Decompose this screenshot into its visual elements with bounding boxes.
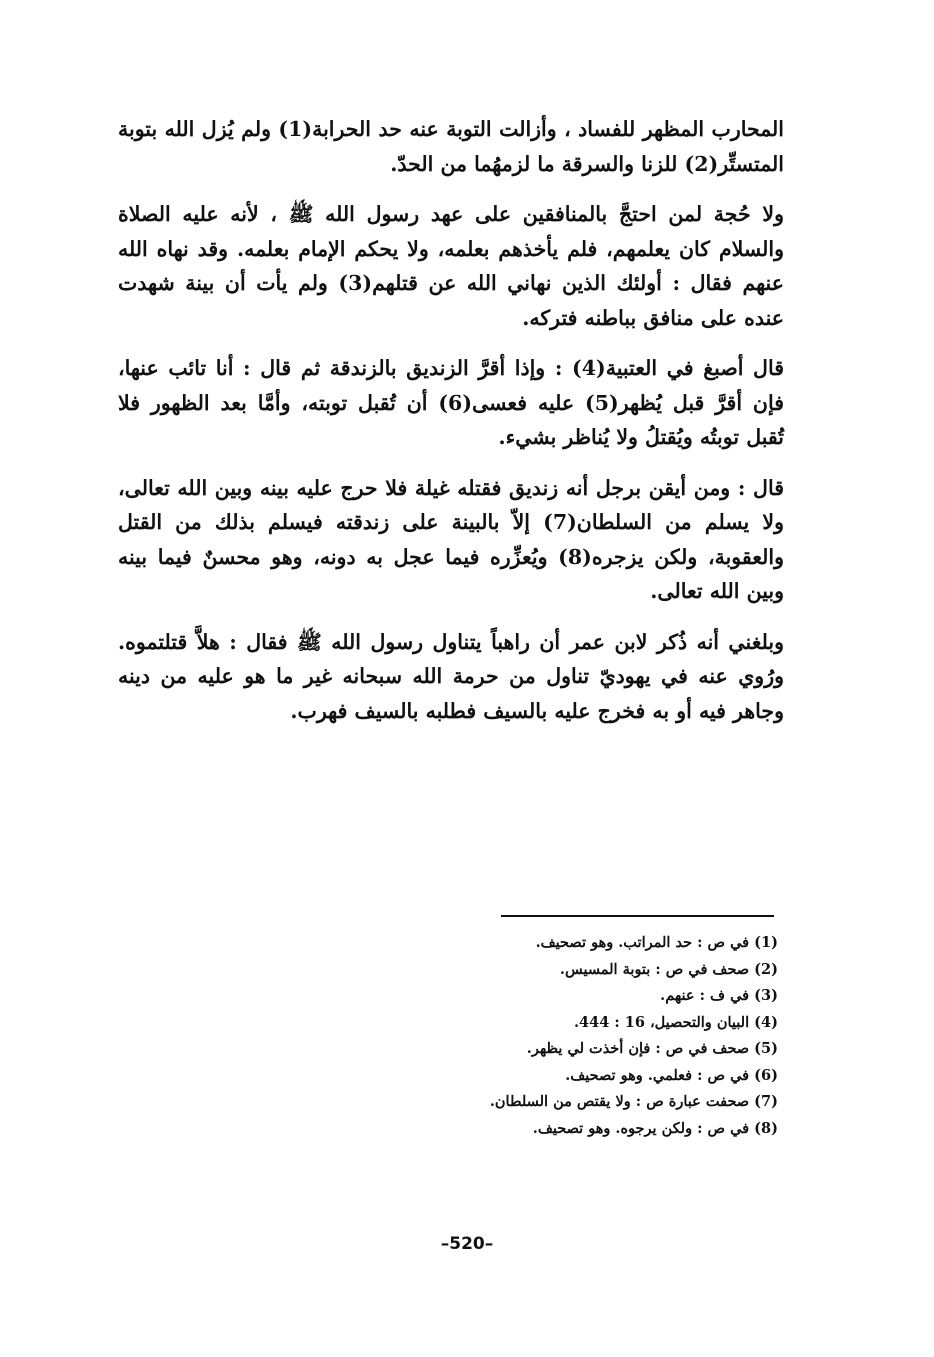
- page-number: –520–: [440, 1234, 494, 1254]
- footnotes: [300, 930, 778, 1142]
- paragraph: المحارب المظهر للفساد ، وأزالت التوبة عنه حد الحرابة(1) ولم يُزل الله بتوبة المتستِّر(2) للزنا والسرقة ما لزمهُما من الحدّ.: [118, 117, 784, 176]
- paragraph: قال : ومن أيقن برجل أنه زنديق فقتله غيلة فلا حرج عليه بينه وبين الله تعالى، ولا يسلم من السلطان(7) إلاّ بالبينة على زندقته فيسلم بذلك من القتل والعقوبة، ولكن يزجره(8) ويُعزِّره فيما عجل به دونه، وهو محسنٌ فيما بينه وبين الله تعالى.: [118, 475, 784, 603]
- footnote: (8) في ص : ولكن يرجوه. وهو تصحيف.: [532, 1119, 778, 1137]
- footnote: (6) في ص : فعلمي. وهو تصحيف.: [565, 1066, 778, 1084]
- footnote: (3) في ف : عنهم.: [660, 987, 778, 1004]
- main-text: [118, 112, 784, 744]
- footnote-separator: [501, 915, 774, 917]
- footnote: (1) في ص : حد المراتب. وهو تصحيف.: [535, 934, 778, 951]
- footnote: (5) صحف في ص : فإن أخذت لي يظهر.: [526, 1040, 778, 1057]
- paragraph: وبلغني أنه ذُكر لابن عمر أن راهباً يتناول رسول الله ﷺ فقال : هلاَّ قتلتموه. ورُوي عنه في يهوديّ تناول من حرمة الله سبحانه غير ما هو عليه من دينه وجاهر فيه أو به فخرج عليه بالسيف فطلبه بالسيف فهرب.: [118, 629, 784, 723]
- paragraph: ولا حُجة لمن احتجَّ بالمنافقين على عهد رسول الله ﷺ ، لأنه عليه الصلاة والسلام كان يعلمهم، فلم يأخذهم بعلمه، ولا يحكم الإمام بعلمه. وقد نهاه الله عنهم فقال : أولئك الذين نهاني الله عن قتلهم(3) ولم يأت أن بينة شهدت عنده على منافق بباطنه فتركه.: [118, 202, 784, 330]
- paragraph: قال أصبغ في العتبية(4) : وإذا أقرَّ الزنديق بالزندقة ثم قال : أنا تائب عنها، فإن أقرَّ قبل يُظهر(5) عليه فعسى(6) أن تُقبل توبته، وأمَّا بعد الظهور فلا تُقبل توبتُه ويُقتلُ ولا يُناظر بشيء.: [118, 356, 784, 449]
- footnote: (2) صحف في ص : بتوبة المسيس.: [559, 960, 778, 978]
- footnote: (4) البيان والتحصيل، 16 : 444.: [573, 1013, 778, 1031]
- footnote: (7) صحفت عبارة ص : ولا يقتص من السلطان.: [489, 1093, 778, 1110]
